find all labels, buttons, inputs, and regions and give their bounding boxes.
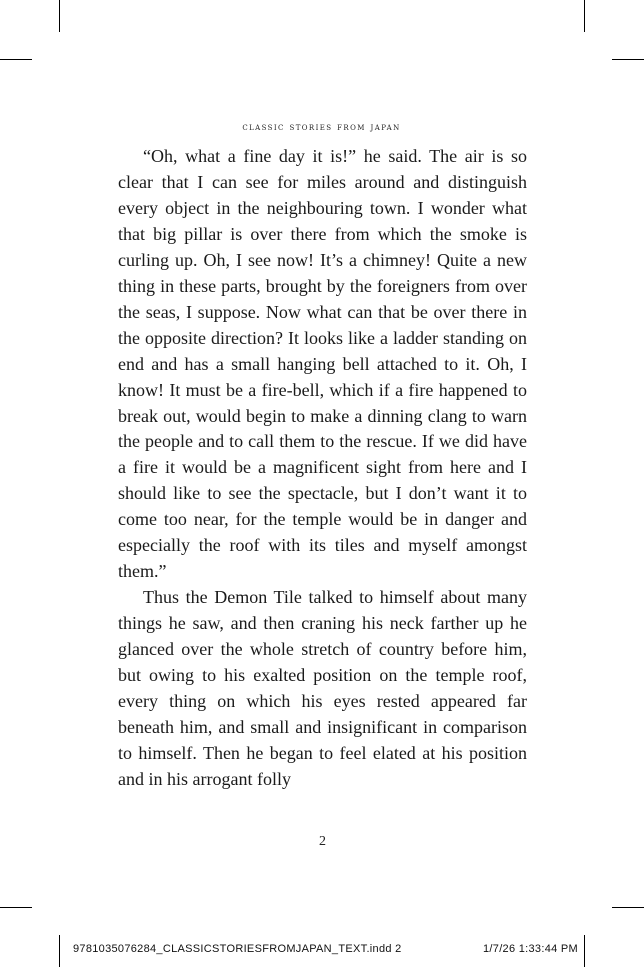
crop-mark-bottom-left (59, 935, 60, 967)
page-number: 2 (319, 834, 326, 849)
crop-mark-left-top (0, 59, 32, 60)
crop-mark-top-left (59, 0, 60, 32)
body-text (118, 144, 527, 793)
crop-mark-bottom-right (584, 935, 585, 967)
crop-mark-right-top (612, 59, 644, 60)
paragraph: “Oh, what a fine day it is!” he said. The air is so clear that I can see for miles around and distinguish every object in the neighbouring town. I wonder what that big pillar is over there from which the smoke is curling up. Oh, I see now! It’s a chimney! Quite a new thing in these parts, brought by the foreigners from over the seas, I suppose. Now what can that be over there in the opposite direction? It looks like a ladder standing on end and has a small hanging bell attached to it. Oh, I know! It must be a fire-bell, which if a fire happened to break out, would begin to make a dinning clang to warn the people and to call them to the rescue. If we did have a fire it would be a magnificent sight from here and I should like to see the spectacle, but I don’t want it to come too near, for the temple would be in danger and especially the roof with its tiles and myself amongst them.” (118, 146, 527, 582)
crop-mark-left-bottom (0, 907, 32, 908)
crop-mark-right-bottom (612, 907, 644, 908)
paragraph: Thus the Demon Tile talked to himself about many things he saw, and then craning his neck farther up he glanced over the whole stretch of country before him, but owing to his exalted position on the temple roof, every thing on which his eyes rested appeared far beneath him, and small and insignificant in comparison to himself. Then he began to feel elated at his position and in his arrogant folly (118, 587, 527, 789)
slug-filename: 9781035076284_CLASSICSTORIESFROMJAPAN_TEXT.indd 2 (73, 943, 402, 955)
crop-mark-top-right (584, 0, 585, 32)
print-slug (73, 943, 578, 959)
slug-timestamp: 1/7/26 1:33:44 PM (483, 943, 578, 955)
running-head: classic stories from japan (242, 121, 401, 133)
